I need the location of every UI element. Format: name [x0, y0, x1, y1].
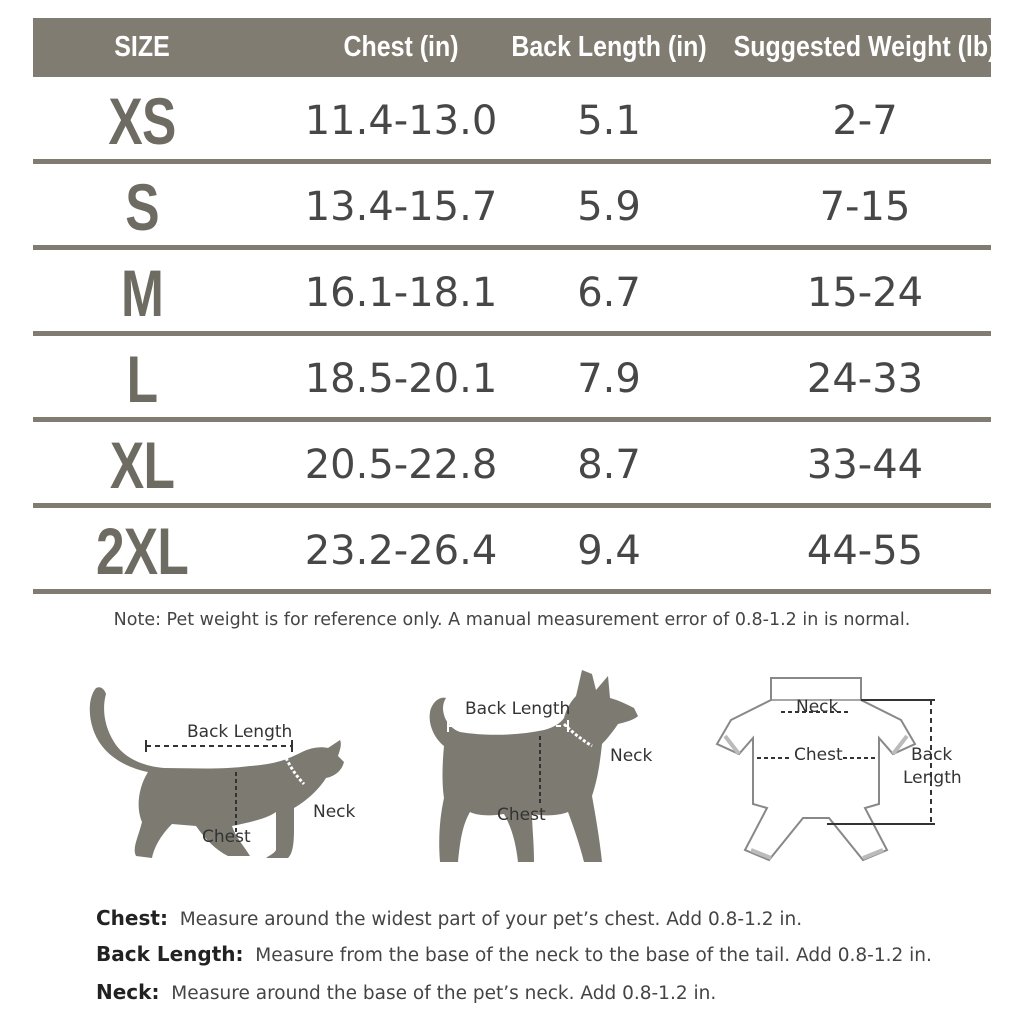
size-label: XL — [109, 428, 175, 502]
instruction-term: Neck: — [96, 980, 160, 1004]
chest-value: 20.5-22.8 — [304, 442, 498, 488]
size-label: L — [126, 342, 158, 416]
chest-value: 13.4-15.7 — [304, 184, 498, 230]
cat-neck-label: Neck — [313, 802, 356, 822]
weight-value: 44-55 — [806, 528, 924, 574]
garment-neck-label: Neck — [796, 697, 839, 717]
size-label: 2XL — [95, 514, 189, 588]
instruction-text: Measure around the widest part of your pet’s chest. Add 0.8-1.2 in. — [179, 909, 803, 930]
back-length-value: 9.4 — [577, 528, 641, 574]
chest-value: 23.2-26.4 — [304, 528, 498, 574]
table-row — [33, 250, 991, 336]
garment-back-label: Back — [911, 745, 953, 765]
instruction-back-length — [96, 942, 932, 966]
weight-value: 33-44 — [806, 442, 924, 488]
table-header-row — [33, 18, 997, 77]
dog-back-length-label: Back Length — [465, 699, 571, 719]
table-row — [33, 78, 991, 164]
size-label: M — [120, 256, 164, 330]
instruction-text: Measure from the base of the neck to the base of the tail. Add 0.8-1.2 in. — [255, 945, 932, 966]
back-length-value: 7.9 — [577, 356, 641, 402]
header-chest: Chest (in) — [343, 31, 459, 63]
back-length-value: 5.1 — [577, 98, 641, 144]
table-row — [33, 164, 991, 250]
chest-value: 16.1-18.1 — [304, 270, 498, 316]
cat-chest-label: Chest — [202, 827, 251, 847]
measurement-diagrams — [0, 660, 1024, 880]
garment-length-label: Length — [903, 768, 962, 788]
dog-neck-label: Neck — [610, 746, 653, 766]
row-divider — [33, 589, 991, 594]
header-back-length: Back Length (in) — [511, 31, 707, 63]
instruction-neck — [96, 980, 716, 1004]
instruction-text: Measure around the base of the pet’s neck. Add 0.8-1.2 in. — [171, 983, 717, 1004]
table-row — [33, 336, 991, 422]
back-length-value: 8.7 — [577, 442, 641, 488]
header-size: SIZE — [114, 31, 170, 63]
dog-chest-label: Chest — [497, 805, 546, 825]
header-suggested-weight: Suggested Weight (lb) — [733, 31, 997, 63]
garment-chest-label: Chest — [794, 745, 843, 765]
measurement-note: Note: Pet weight is for reference only. A manual measurement error of 0.8-1.2 in is normal. — [113, 610, 911, 630]
chest-value: 18.5-20.1 — [304, 356, 498, 402]
weight-value: 2-7 — [832, 98, 898, 144]
size-label: S — [125, 170, 159, 244]
back-length-value: 5.9 — [577, 184, 641, 230]
weight-value: 24-33 — [806, 356, 924, 402]
cat-back-length-label: Back Length — [187, 722, 293, 742]
chest-value: 11.4-13.0 — [304, 98, 498, 144]
weight-value: 7-15 — [819, 184, 911, 230]
table-row — [33, 422, 991, 508]
instruction-chest — [96, 906, 802, 930]
instruction-term: Chest: — [96, 906, 168, 930]
dog-silhouette-icon — [420, 666, 653, 866]
table-row — [33, 508, 991, 594]
weight-value: 15-24 — [806, 270, 924, 316]
back-length-value: 6.7 — [577, 270, 641, 316]
size-label: XS — [108, 84, 176, 158]
instruction-term: Back Length: — [96, 942, 244, 966]
